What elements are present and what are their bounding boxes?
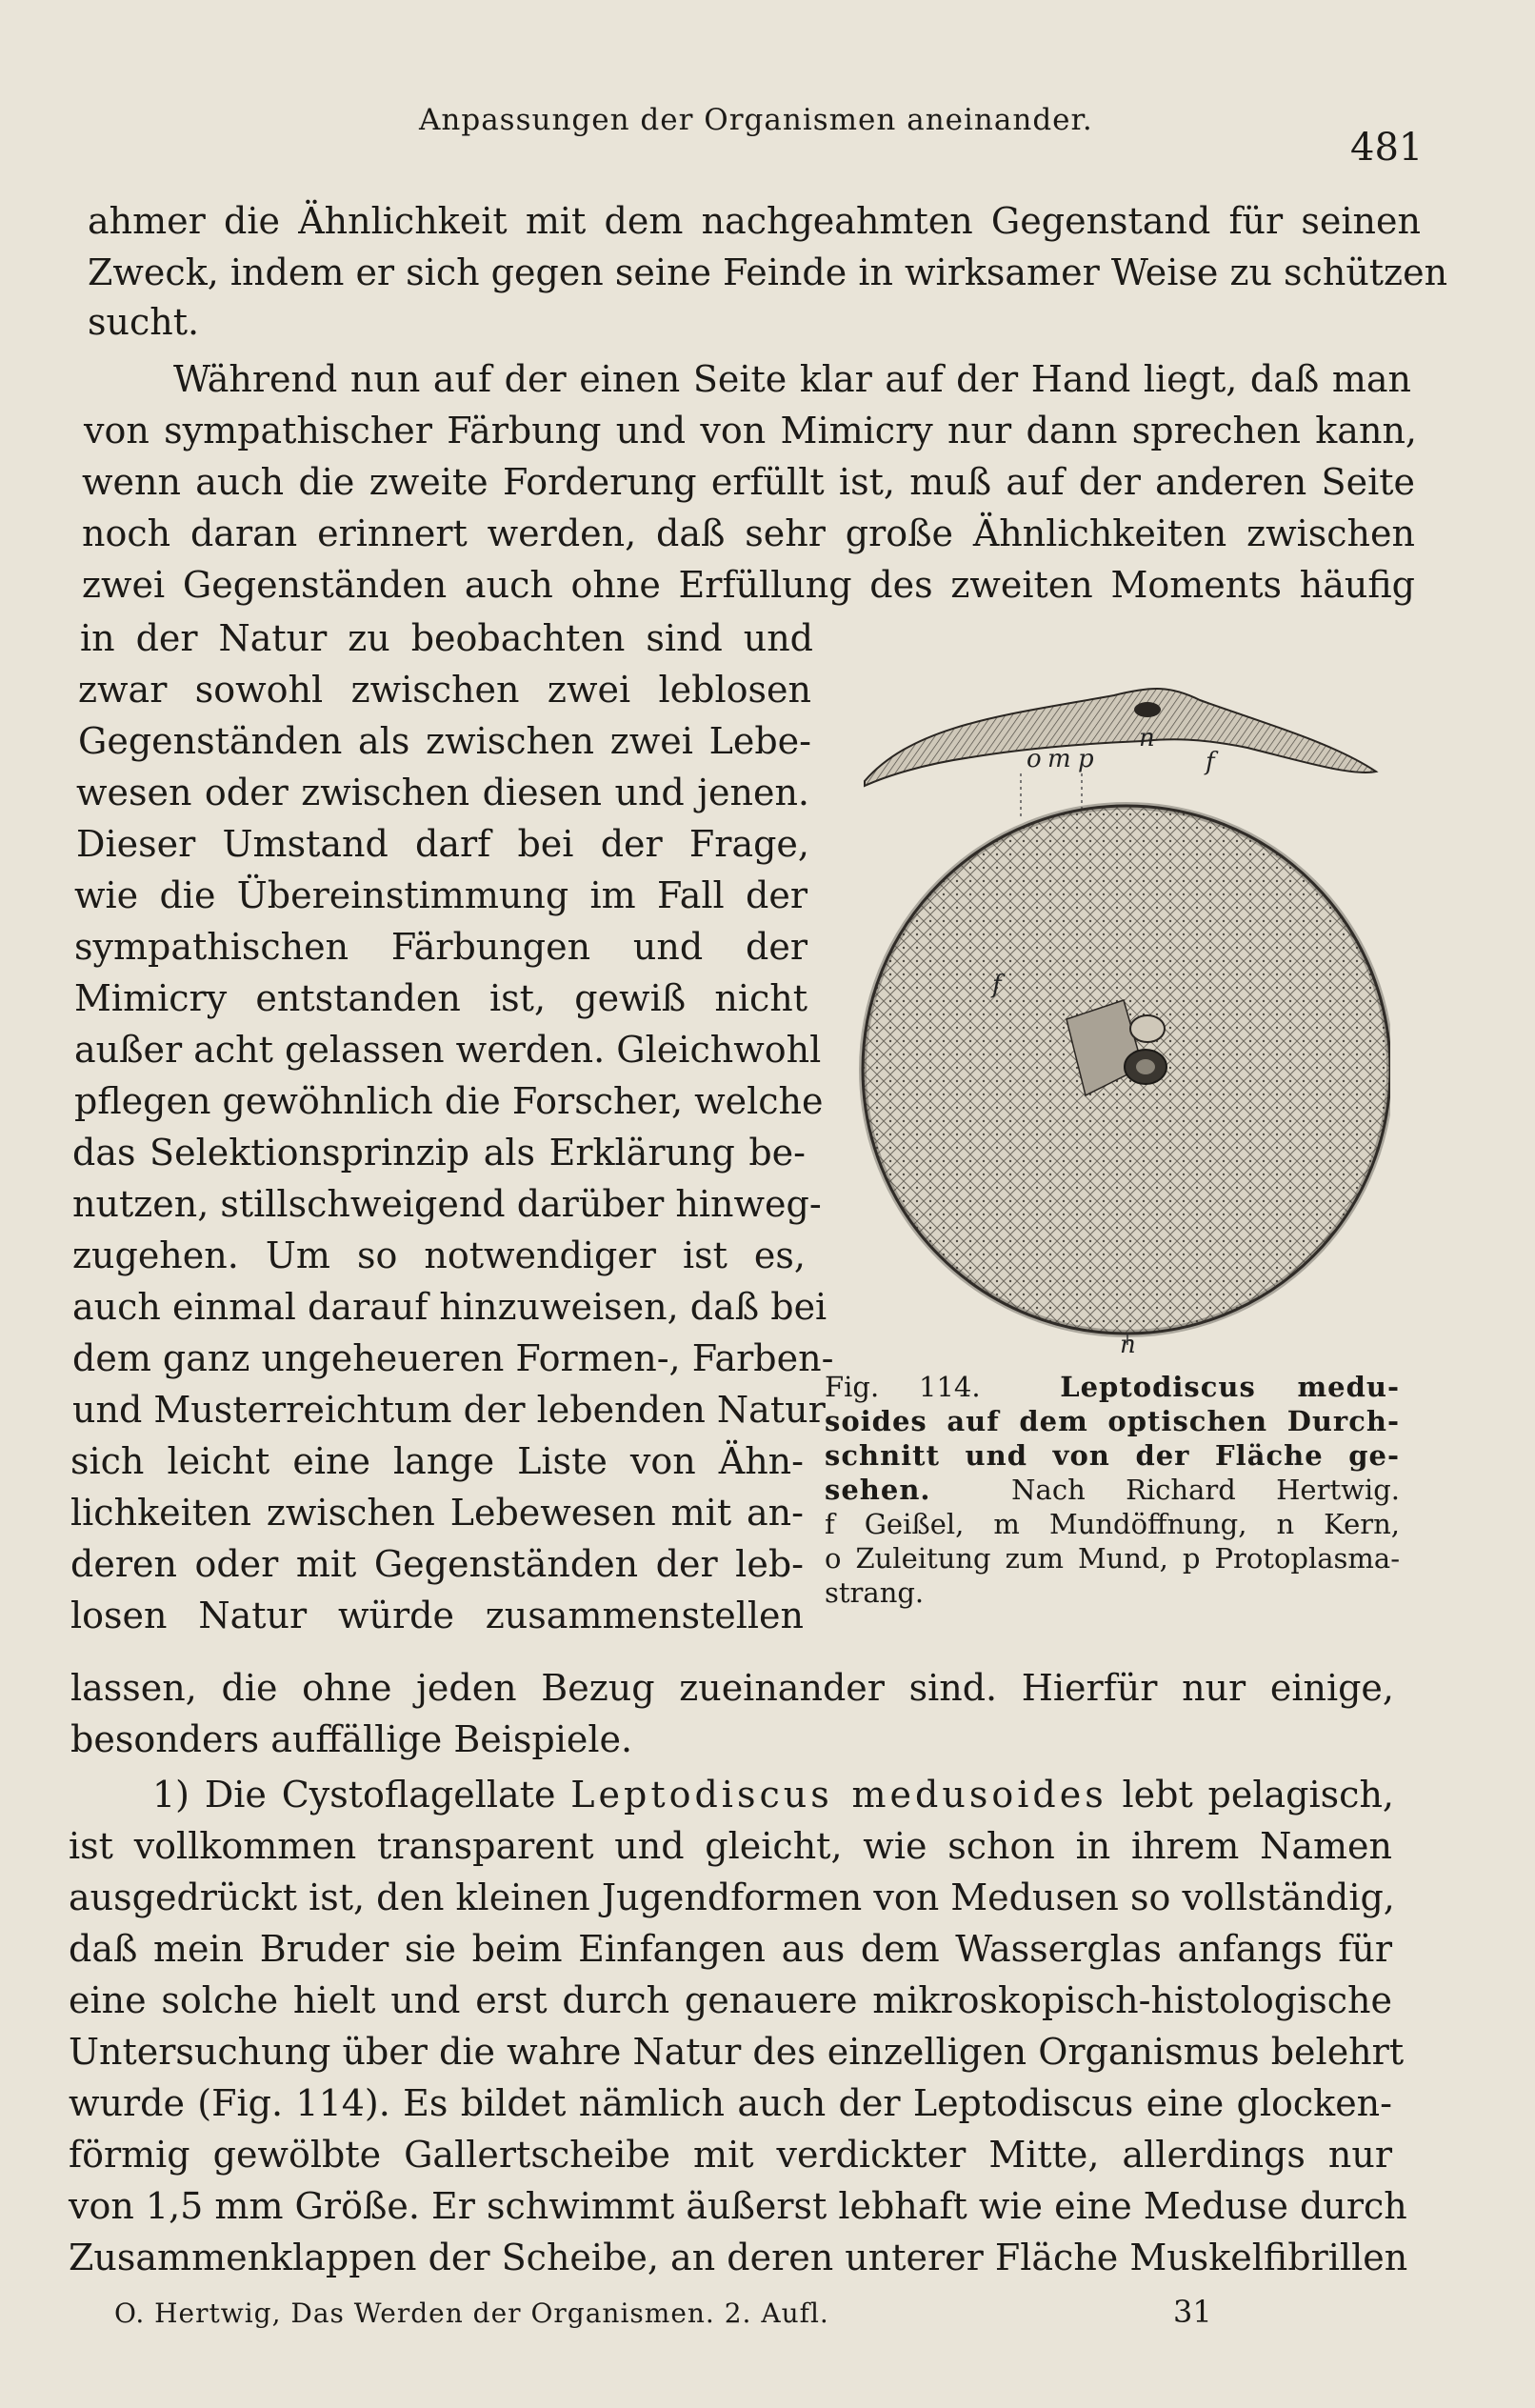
- caption-source: Nach Richard Hertwig.: [1011, 1474, 1400, 1506]
- footer-signature: O. Hertwig, Das Werden der Organismen. 2. Aufl.: [114, 2298, 829, 2329]
- text-line: lichkeiten zwischen Lebewesen mit an-: [70, 1492, 804, 1534]
- text-line: ahmer die Ähnlichkeit mit dem nachgeahmten Gegenstand für seinen: [88, 200, 1421, 242]
- leptodiscus-illustration: [857, 648, 1390, 1353]
- caption-line: [825, 1473, 1400, 1507]
- text-line: Untersuchung über die wahre Natur des einzelligen Organismus belehrt: [69, 2031, 1405, 2073]
- caption-line: schnitt und von der Fläche ge-: [825, 1439, 1400, 1472]
- nucleus-section: [1134, 702, 1161, 717]
- text-line: eine solche hielt und erst durch genauere mikroskopisch-histologische: [69, 1979, 1392, 2021]
- caption-line: [825, 1370, 1400, 1404]
- text-line: das Selektionsprinzip als Erklärung be-: [72, 1132, 806, 1174]
- text-line: in der Natur zu beobachten sind und: [80, 617, 813, 659]
- label-m: m: [1047, 745, 1071, 773]
- caption-line: strang.: [825, 1576, 925, 1609]
- text-line: Während nun auf der einen Seite klar auf der Hand liegt, daß man: [173, 358, 1411, 400]
- text-line: zwei Gegenständen auch ohne Erfüllung des zweiten Moments häufig: [82, 564, 1415, 606]
- text-line: ist vollkommen transparent und gleicht, wie schon in ihrem Namen: [69, 1825, 1392, 1867]
- footer-sheet-number: 31: [1173, 2294, 1212, 2330]
- caption-title-end: sehen.: [825, 1474, 931, 1506]
- label-o: o: [1027, 745, 1042, 773]
- text-line: wurde (Fig. 114). Es bildet nämlich auch der Leptodiscus eine glocken-: [69, 2082, 1392, 2124]
- species-name: Leptodiscus medusoides: [570, 1774, 1107, 1816]
- text-line: zugehen. Um so notwendiger ist es,: [72, 1234, 806, 1276]
- label-p: p: [1078, 745, 1094, 773]
- caption-title: Leptodiscus medu-: [1060, 1371, 1400, 1403]
- text-line: Mimicry entstanden ist, gewiß nicht: [74, 977, 807, 1019]
- caption-line: f Geißel, m Mundöffnung, n Kern,: [825, 1508, 1400, 1540]
- text-line: wesen oder zwischen diesen und jenen.: [76, 772, 809, 813]
- text-line: [152, 1774, 1394, 1816]
- text-line: von 1,5 mm Größe. Er schwimmt äußerst lebhaft wie eine Meduse durch: [69, 2185, 1407, 2227]
- text-line: noch daran erinnert werden, daß sehr große Ähnlichkeiten zwischen: [82, 512, 1415, 554]
- text-line: Dieser Umstand darf bei der Frage,: [76, 823, 809, 865]
- label-n-top: n: [1139, 724, 1155, 752]
- text-line: wie die Übereinstimmung im Fall der: [74, 874, 807, 916]
- label-n-bottom: n: [1120, 1331, 1136, 1353]
- text-line: pflegen gewöhnlich die Forscher, welche: [74, 1080, 824, 1122]
- caption-line: o Zuleitung zum Mund, p Protoplasma-: [825, 1542, 1400, 1575]
- text-line: Zweck, indem er sich gegen seine Feinde in wirksamer Weise zu schützen: [88, 251, 1448, 293]
- text-line: von sympathischer Färbung und von Mimicry nur dann sprechen kann,: [84, 410, 1417, 452]
- text-line: Gegenständen als zwischen zwei Lebe-: [78, 720, 811, 762]
- text-line: sympathischen Färbungen und der: [74, 926, 807, 968]
- figure-leptodiscus: [857, 648, 1390, 1353]
- text-line: besonders auffällige Beispiele.: [70, 1718, 633, 1760]
- cross-section-disc: [865, 689, 1376, 786]
- text-line: sucht.: [88, 301, 200, 343]
- running-title: Anpassungen der Organismen aneinander.: [419, 103, 1093, 137]
- text-line: nutzen, stillschweigend darüber hinweg-: [72, 1183, 822, 1225]
- caption-fig-number: Fig. 114.: [825, 1371, 981, 1403]
- text-line: losen Natur würde zusammenstellen: [70, 1595, 804, 1636]
- text-line: daß mein Bruder sie beim Einfangen aus dem Wasserglas anfangs für: [69, 1928, 1392, 1970]
- label-f-inner: f: [992, 971, 1002, 999]
- figure-caption: [825, 1370, 1400, 1610]
- text-line: dem ganz ungeheueren Formen-, Farben-: [72, 1337, 834, 1379]
- text-line: ausgedrückt ist, den kleinen Jugendformen von Medusen so vollständig,: [69, 1876, 1395, 1918]
- text-line: lassen, die ohne jeden Bezug zueinander sind. Hierfür nur einige,: [70, 1667, 1394, 1709]
- caption-line: soides auf dem optischen Durch-: [825, 1405, 1400, 1437]
- text-line: deren oder mit Gegenständen der leb-: [70, 1543, 804, 1585]
- text-span: lebt pelagisch,: [1106, 1774, 1394, 1816]
- text-line: förmig gewölbte Gallertscheibe mit verdickter Mitte, allerdings nur: [69, 2134, 1392, 2176]
- page-number: 481: [1350, 126, 1424, 170]
- text-line: außer acht gelassen werden. Gleichwohl: [74, 1029, 822, 1071]
- text-line: zwar sowohl zwischen zwei leblosen: [78, 669, 811, 711]
- text-line: auch einmal darauf hinzuweisen, daß bei: [72, 1286, 827, 1328]
- label-f-top: f: [1206, 748, 1215, 776]
- text-line: Zusammenklappen der Scheibe, an deren unterer Fläche Muskelfibrillen: [69, 2237, 1408, 2278]
- text-line: sich leicht eine lange Liste von Ähn-: [70, 1440, 804, 1482]
- text-span: 1) Die Cystoflagellate: [152, 1774, 571, 1816]
- text-line: und Musterreichtum der lebenden Natur: [72, 1389, 826, 1431]
- text-line: wenn auch die zweite Forderung erfüllt ist, muß auf der anderen Seite: [82, 461, 1415, 503]
